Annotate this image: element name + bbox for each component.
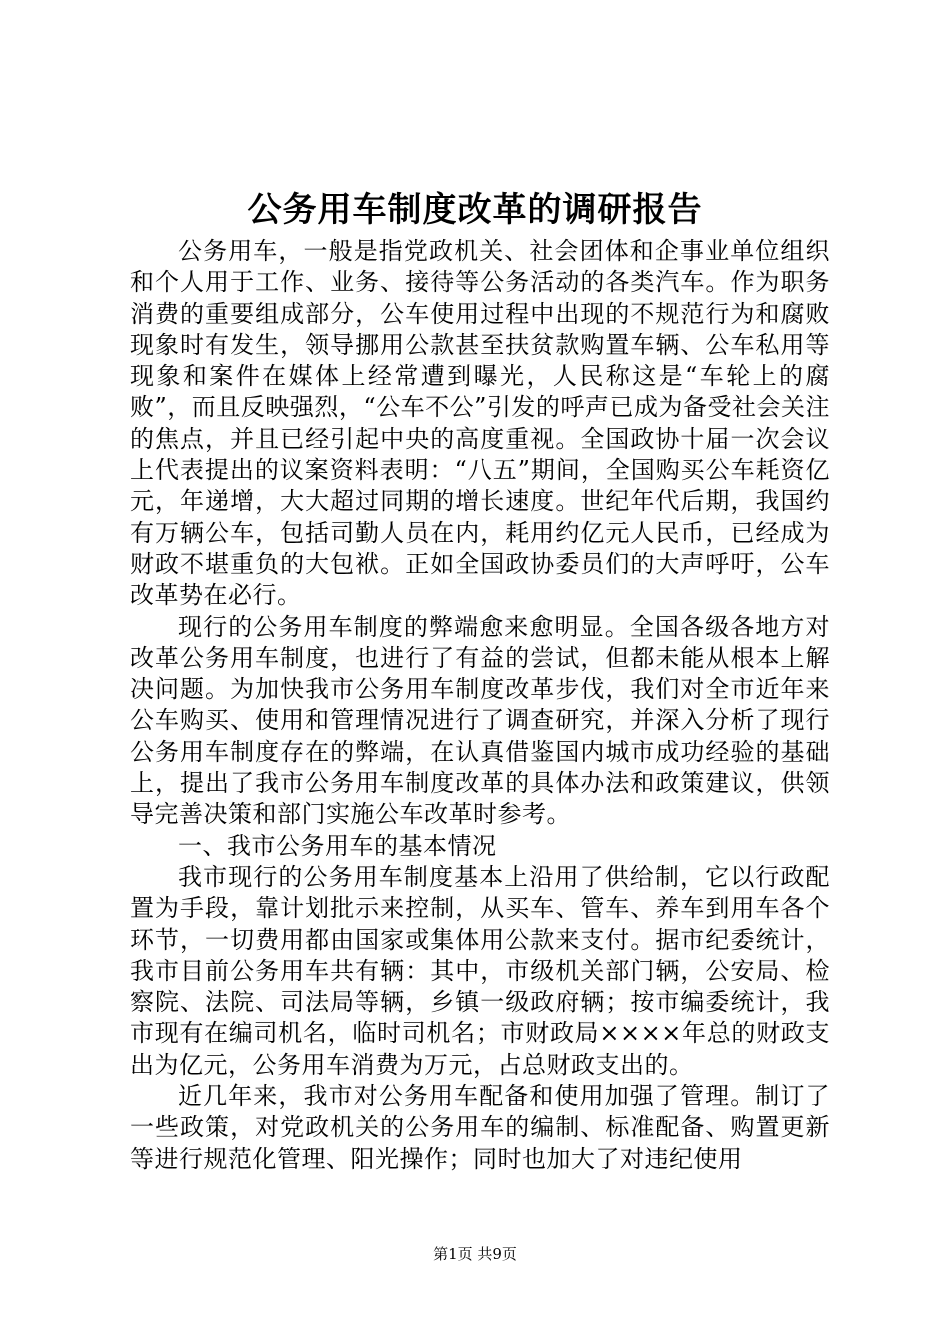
document-body — [130, 236, 830, 1175]
paragraph-drawbacks: 现行的公务用车制度的弊端愈来愈明显。全国各级各地方对改革公务用车制度，也进行了有益的尝试，但都未能从根本上解决问题。为加快我市公务用车制度改革步伐，我们对全市近年来公车购买、使用和管理情况进行了调查研究，并深入分析了现行公务用车制度存在的弊端，在认真借鉴国内城市成功经验的基础上，提出了我市公务用车制度改革的具体办法和政策建议，供领导完善决策和部门实施公车改革时参考。 — [130, 612, 830, 829]
paragraph-intro: 公务用车，一般是指党政机关、社会团体和企事业单位组织和个人用于工作、业务、接待等公务活动的各类汽车。作为职务消费的重要组成部分，公车使用过程中出现的不规范行为和腐败现象时有发生，领导挪用公款甚至扶贫款购置车辆、公车私用等现象和案件在媒体上经常遭到曝光，人民称这是“车轮上的腐败”，而且反映强烈，“公车不公”引发的呼声已成为备受社会关注的焦点，并且已经引起中央的高度重视。全国政协十届一次会议上代表提出的议案资料表明：“八五”期间，全国购买公车耗资亿元，年递增，大大超过同期的增长速度。世纪年代后期，我国约有万辆公车，包括司勤人员在内，耗用约亿元人民币，已经成为财政不堪重负的大包袱。正如全国政协委员们的大声呼吁，公车改革势在必行。 — [130, 237, 830, 610]
paragraph-current-system: 我市现行的公务用车制度基本上沿用了供给制，它以行政配置为手段，靠计划批示来控制，从买车、管车、养车到用车各个环节，一切费用都由国家或集体用公款来支付。据市纪委统计，我市目前公务用车共有辆：其中，市级机关部门辆，公安局、检察院、法院、司法局等辆，乡镇一级政府辆；按市编委统计，我市现有在编司机名，临时司机名；市财政局××××年总的财政支出为亿元，公务用车消费为万元，占总财政支出的。 — [130, 862, 830, 1079]
paragraph-recent-years: 近几年来，我市对公务用车配备和使用加强了管理。制订了一些政策，对党政机关的公务用车的编制、标准配备、购置更新等进行规范化管理、阳光操作；同时也加大了对违纪使用 — [130, 1082, 830, 1173]
page-number-footer: 第1页 共9页 — [433, 1245, 517, 1263]
document-title: 公务用车制度改革的调研报告 — [247, 190, 703, 230]
section-heading-basic-situation: 一、我市公务用车的基本情况 — [178, 831, 497, 860]
